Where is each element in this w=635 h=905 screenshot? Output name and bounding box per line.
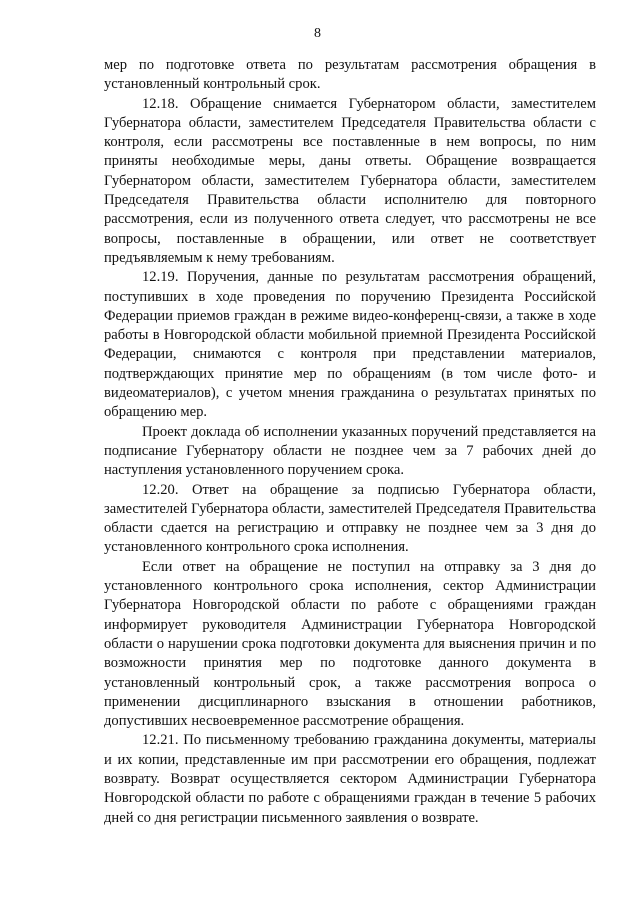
page-number: 8: [314, 26, 321, 41]
paragraph-12-18: 12.18. Обращение снимается Губернатором области, заместителем Губернатора области, заместителем Председателя Правительства области с контроля, если рассмотрены все поставленные в нем вопросы, по ним приняты необходимые меры, даны ответы. Обращение возвращается Губернатором области, заместителем Губернатора области, заместителем Председателя Правительства области исполнителю для повторного рассмотрения, если из полученного ответа следует, что рассмотрены не все вопросы, поставленные в обращении, или ответ не соответствует предъявляемым к нему требованиям.: [104, 95, 596, 266]
paragraph-continuation: мер по подготовке ответа по результатам рассмотрения обращения в установленный контрольный срок.: [104, 57, 596, 93]
paragraph-12-20: 12.20. Ответ на обращение за подписью Губернатора области, заместителей Губернатора области, заместителей Председателя Правительства области сдается на регистрацию и отправку не позднее чем за 3 дня до установленного контрольного срока исполнения.: [104, 481, 596, 556]
paragraph-report-draft: Проект доклада об исполнении указанных поручений представляется на подписание Губернатору области не позднее чем за 7 рабочих дней до наступления установленного поручением срока.: [104, 423, 596, 479]
paragraph-deadline-violation: Если ответ на обращение не поступил на отправку за 3 дня до установленного контрольного срока исполнения, сектор Администрации Губернатора Новгородской области по работе с обращениями граждан информирует руководителя Администрации Губернатора Новгородской области о нарушении срока подготовки документа для выяснения причин и по возможности принятия мер по подготовке данного документа в установленный контрольный срок, а также рассмотрения вопроса о применении дисциплинарного взыскания в отношении работников, допустивших несвоевременное рассмотрение обращения.: [104, 558, 596, 730]
paragraph-12-21: 12.21. По письменному требованию гражданина документы, материалы и их копии, представленные им при рассмотрении его обращения, подлежат возврату. Возврат осуществляется сектором Администрации Губернатора Новгородской области по работе с обращениями граждан в течение 5 рабочих дней со дня регистрации письменного заявления о возврате.: [104, 732, 596, 826]
paragraph-12-19: 12.19. Поручения, данные по результатам рассмотрения обращений, поступивших в ходе проведения по поручению Президента Российской Федерации приемов граждан в режиме видео-конференц-связи, а также в ходе работы в Новгородской области мобильной приемной Президента Российской Федерации, снимаются с контроля при представлении материалов, подтверждающих принятие мер по обращениям (в том числе фото- и видеоматериалов), с учетом мнения гражданина о результатах принятых по обращению мер.: [104, 269, 596, 421]
document-body: [104, 56, 596, 828]
